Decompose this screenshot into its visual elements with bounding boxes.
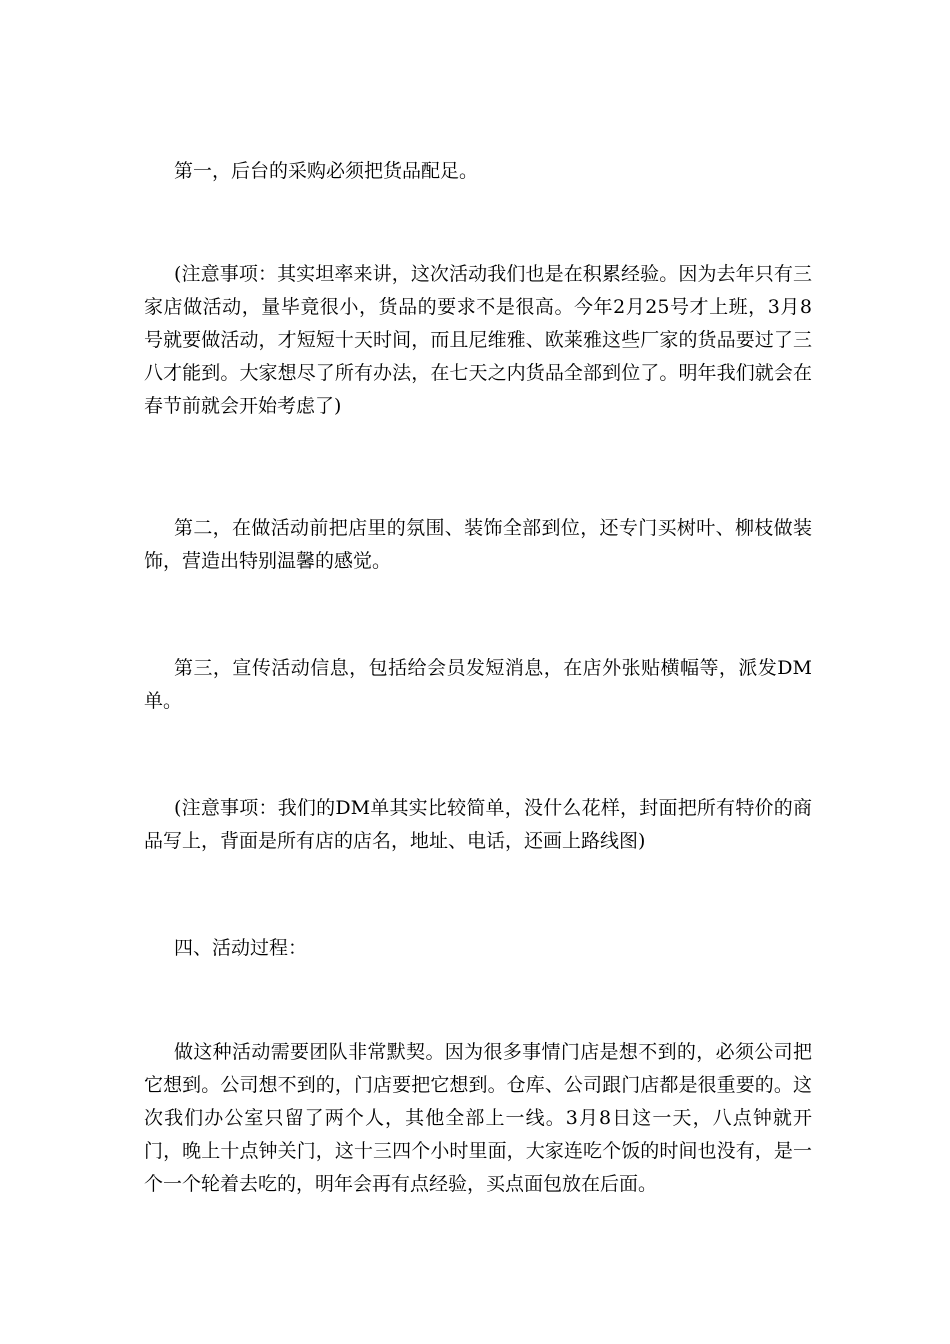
paragraph-promotion: 第三，宣传活动信息，包括给会员发短消息，在店外张贴横幅等，派发DM单。: [144, 657, 812, 712]
paragraph-note-goods: (注意事项：其实坦率来讲，这次活动我们也是在积累经验。因为去年只有三家店做活动，量毕竟很小，货品的要求不是很高。今年2月25号才上班，3月8号就要做活动，才短短十天时间，而且尼维雅、欧莱雅这些厂家的货品要过了三八才能到。大家想尽了所有办法，在七天之内货品全部到位了。明年我们就会在春节前就会开始考虑了): [144, 263, 812, 417]
paragraph-decoration: 第二，在做活动前把店里的氛围、装饰全部到位，还专门买树叶、柳枝做装饰，营造出特别温馨的感觉。: [144, 517, 812, 572]
paragraph-note-dm: (注意事项：我们的DM单其实比较简单，没什么花样，封面把所有特价的商品写上，背面是所有店的店名，地址、电话，还画上路线图): [144, 797, 812, 852]
section-heading-process: 四、活动过程：: [174, 937, 308, 959]
paragraph-procurement: 第一，后台的采购必须把货品配足。: [174, 160, 479, 182]
paragraph-teamwork: 做这种活动需要团队非常默契。因为很多事情门店是想不到的，必须公司把它想到。公司想不到的，门店要把它想到。仓库、公司跟门店都是很重要的。这次我们办公室只留了两个人，其他全部上一线。3月8日这一天，八点钟就开门，晚上十点钟关门，这十三四个小时里面，大家连吃个饭的时间也没有，是一个一个轮着去吃的，明年会再有点经验，买点面包放在后面。: [144, 1041, 812, 1195]
